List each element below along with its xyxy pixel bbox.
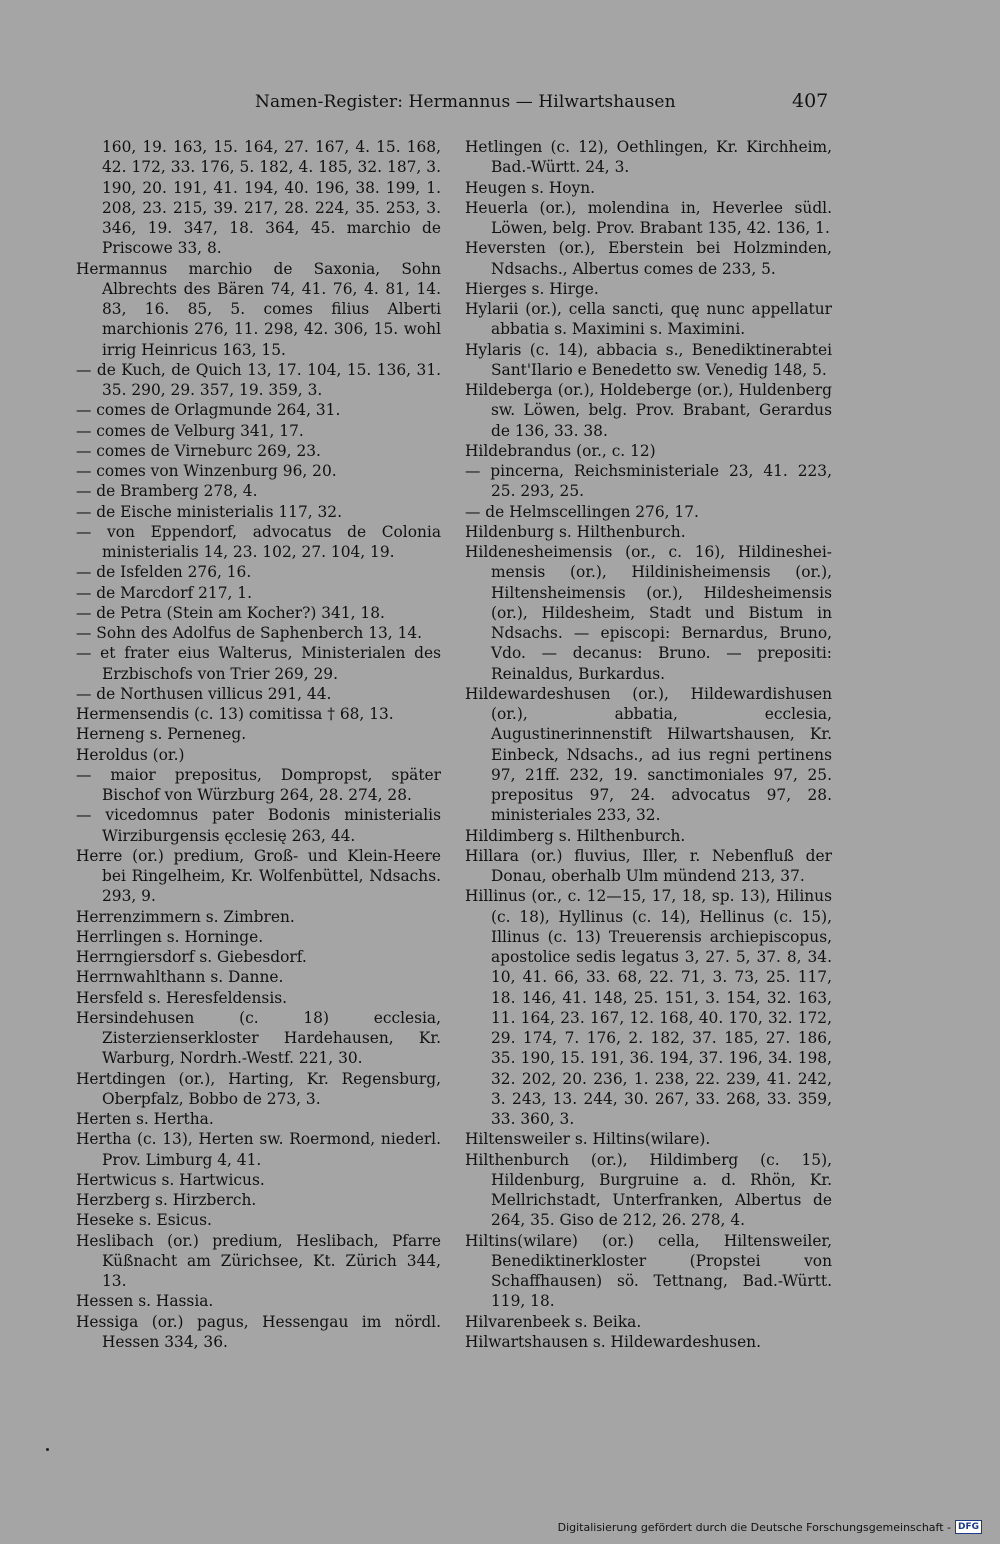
index-entry: Hildebrandus (or., c. 12)	[465, 441, 656, 460]
index-entry: Heslibach (or.) predium, Heslibach, Pfarre Küßnacht am Zürichsee, Kt. Zürich 344, 13.	[76, 1231, 441, 1290]
index-entry: Heroldus (or.)	[76, 745, 185, 764]
index-entry: Herten s. Hertha.	[76, 1110, 214, 1128]
index-entry: Hylaris (c. 14), abbacia s., Benediktinerabtei Sant'Ilario e Benedetto sw. Venedig 148, 5.	[465, 340, 832, 379]
index-entry: Heuerla (or.), molendina in, Heverlee südl. Löwen, belg. Prov. Brabant 135, 42. 136, 1.	[465, 198, 832, 237]
footer-text: Digitalisierung gefördert durch die Deutsche Forschungsgemeinschaft -	[557, 1520, 951, 1534]
index-entry: 160, 19. 163, 15. 164, 27. 167, 4. 15. 168, 42. 172, 33. 176, 5. 182, 4. 185, 32. 187, 3. 190, 20. 191, 41. 194, 40. 196, 38. 199, 1. 208, 23. 215, 39. 217, 28. 224, 35. 253, 3. 346, 19. 347, 18. 364, 45. marchio de Priscowe 33, 8.	[102, 138, 441, 258]
index-entry: — comes de Orlagmunde 264, 31.	[76, 401, 341, 420]
index-entry: Herneng s. Perneneg.	[76, 725, 247, 744]
dfg-logo: DFG	[955, 1520, 982, 1534]
index-entry: — comes de Virneburc 269, 23.	[76, 441, 321, 460]
index-entry: — de Petra (Stein am Kocher?) 341, 18.	[76, 603, 385, 622]
index-entry: Herrnwahlthann s. Danne.	[76, 968, 284, 987]
index-entry: Herrenzimmern s. Zimbren.	[76, 907, 295, 926]
index-entry: Hiltins(wilare) (or.) cella, Hiltensweiler, Benediktinerkloster (Propstei von Schaffhausen) sö. Tettnang, Bad.-Württ. 119, 18.	[465, 1231, 832, 1311]
index-entry: Hertha (c. 13), Herten sw. Roermond, niederl. Prov. Limburg 4, 41.	[76, 1130, 441, 1169]
index-entry: Herrlingen s. Horninge.	[76, 927, 264, 946]
index-entry: Hiltensweiler s. Hiltins(wilare).	[465, 1130, 711, 1149]
index-entry: — comes de Velburg 341, 17.	[76, 421, 304, 440]
index-entry: Hierges s. Hirge.	[465, 279, 599, 298]
index-entry: Hildewardeshusen (or.), Hildewardishusen (or.), abbatia, ecclesia, Augustinerinnenstift Hilwartshausen, Kr. Einbeck, Ndsachs., ad ius regni pertinens 97, 21ff. 232, 19. sanctimoniales 97, 25. prepositus 97, 24. advocatus 97, 28. ministeriales 233, 32.	[465, 684, 832, 825]
index-entry: — Sohn des Adolfus de Saphenberch 13, 14.	[76, 624, 423, 642]
index-entry: Hylarii (or.), cella sancti, quę nunc appellatur abbatia s. Maximini s. Maximini.	[465, 300, 832, 339]
index-entry: — vicedomnus pater Bodonis ministerialis Wirziburgensis ęcclesię 263, 44.	[76, 806, 441, 845]
index-entry: Hessiga (or.) pagus, Hessengau im nördl. Hessen 334, 36.	[76, 1312, 441, 1351]
index-entry: Hersindehusen (c. 18) ecclesia, Zisterzienserkloster Hardehausen, Kr. Warburg, Nordrh.-Westf. 221, 30.	[76, 1008, 441, 1068]
index-entry: Hillinus (or., c. 12—15, 17, 18, sp. 13), Hilinus (c. 18), Hyllinus (c. 14), Hellinus (c. 15), Illinus (c. 13) Treuerensis archiepiscopus, apostolice sedis legatus 3, 27. 5, 37. 8, 34. 10, 41. 66, 33. 68, 22. 71, 3. 73, 25. 117, 18. 146, 41. 148, 25. 151, 3. 154, 32. 163, 11. 164, 23. 167, 12. 168, 40. 170, 32. 172, 29. 174, 7. 176, 2. 182, 37. 185, 27. 186, 35. 190, 15. 191, 36. 194, 37. 196, 34. 198, 32. 202, 20. 236, 1. 238, 22. 239, 41. 242, 3. 243, 13. 244, 30. 267, 33. 268, 33. 359, 33. 360, 3.	[465, 887, 832, 1128]
index-entry: Hertdingen (or.), Harting, Kr. Regensburg, Oberpfalz, Bobbo de 273, 3.	[76, 1069, 441, 1108]
index-entry: Heugen s. Hoyn.	[465, 178, 596, 197]
index-entry: Herre (or.) predium, Groß- und Klein-Heere bei Ringelheim, Kr. Wolfenbüttel, Ndsachs. 293, 9.	[76, 846, 441, 906]
index-entry: — von Eppendorf, advocatus de Colonia ministerialis 14, 23. 102, 27. 104, 19.	[76, 522, 441, 561]
index-entry: Hildenburg s. Hilthenburch.	[465, 522, 686, 541]
index-entry: Herzberg s. Hirzberch.	[76, 1191, 257, 1209]
left-column	[76, 137, 441, 1352]
index-entry: Hertwicus s. Hartwicus.	[76, 1170, 265, 1189]
index-entry: Hetlingen (c. 12), Oethlingen, Kr. Kirchheim, Bad.-Württ. 24, 3.	[465, 138, 832, 177]
index-entry: — de Northusen villicus 291, 44.	[76, 684, 332, 703]
index-entry: Heseke s. Esicus.	[76, 1211, 212, 1230]
index-entry: Heversten (or.), Eberstein bei Holzminden, Ndsachs., Albertus comes de 233, 5.	[465, 239, 832, 278]
index-entry: Hessen s. Hassia.	[76, 1292, 214, 1311]
index-entry: — et frater eius Walterus, Ministerialen des Erzbischofs von Trier 269, 29.	[76, 644, 441, 683]
index-entry: Hildimberg s. Hilthenburch.	[465, 826, 686, 845]
right-column	[465, 137, 832, 1352]
index-entry: Hildenesheimensis (or., c. 16), Hildineshei-mensis (or.), Hildinisheimensis (or.), Hiltensheimensis (or.), Hildesheimensis (or.), Hildesheim, Stadt und Bistum in Ndsachs. — episcopi: Bernardus, Bruno, Vdo. — decanus: Bruno. — prepositi: Reinaldus, Burkardus.	[465, 543, 832, 683]
index-entry: — comes von Winzenburg 96, 20.	[76, 462, 337, 480]
index-entry: Hermensendis (c. 13) comitissa † 68, 13.	[76, 705, 394, 723]
index-entry: — de Bramberg 278, 4.	[76, 482, 258, 501]
index-entry: Hersfeld s. Heresfeldensis.	[76, 988, 288, 1007]
index-entry: Hillara (or.) fluvius, Iller, r. Nebenfluß der Donau, oberhalb Ulm mündend 213, 37.	[465, 846, 832, 885]
running-header: Namen-Register: Hermannus — Hilwartshausen	[255, 92, 676, 112]
index-entry: Hilvarenbeek s. Beika.	[465, 1312, 642, 1331]
index-entry: — maior prepositus, Dompropst, später Bischof von Würzburg 264, 28. 274, 28.	[76, 765, 441, 804]
index-entry: Hilwartshausen s. Hildewardeshusen.	[465, 1332, 761, 1351]
index-entry: — de Marcdorf 217, 1.	[76, 583, 252, 602]
index-entry: — pincerna, Reichsministeriale 23, 41. 223, 25. 293, 25.	[465, 462, 832, 501]
footer-credit	[558, 1520, 982, 1534]
index-entry: Hermannus marchio de Saxonia, Sohn Albrechts des Bären 74, 41. 76, 4. 81, 14. 83, 16. 85, 5. comes filius Alberti marchionis 276, 11. 298, 42. 306, 15. wohl irrig Heinricus 163, 15.	[76, 259, 441, 359]
index-entry: — de Kuch, de Quich 13, 17. 104, 15. 136, 31. 35. 290, 29. 357, 19. 359, 3.	[76, 360, 441, 399]
index-entry: Hildeberga (or.), Holdeberge (or.), Huldenberg sw. Löwen, belg. Prov. Brabant, Gerardus de 136, 33. 38.	[465, 381, 832, 440]
index-entry: — de Isfelden 276, 16.	[76, 563, 252, 582]
scan-speck	[46, 1448, 49, 1451]
index-entry: Herrngiersdorf s. Giebesdorf.	[76, 948, 307, 966]
index-entry: Hilthenburch (or.), Hildimberg (c. 15), Hildenburg, Burgruine a. d. Rhön, Kr. Mellrichstadt, Unterfranken, Albertus de 264, 35. Giso de 212, 26. 278, 4.	[465, 1150, 832, 1230]
page-number: 407	[792, 90, 829, 112]
index-entry: — de Helmscellingen 276, 17.	[465, 502, 699, 521]
index-entry: — de Eische ministerialis 117, 32.	[76, 502, 342, 521]
